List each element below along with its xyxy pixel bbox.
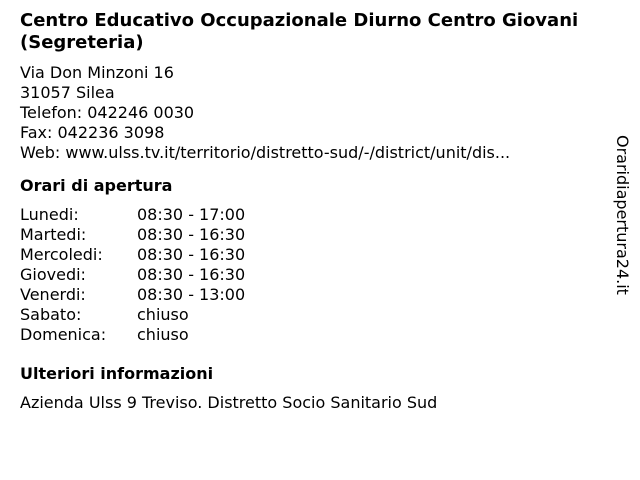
phone-line: Telefon: 042246 0030	[20, 103, 195, 122]
time-value: 08:30 - 17:00	[137, 205, 246, 224]
street-address: Via Don Minzoni 16	[20, 63, 174, 82]
day-label: Domenica:	[20, 325, 107, 344]
day-label: Venerdi:	[20, 285, 86, 304]
location-card	[20, 10, 600, 413]
hours-row-wednesday	[20, 245, 600, 265]
city-line: 31057 Silea	[20, 83, 115, 102]
day-label: Lunedi:	[20, 205, 79, 224]
hours-row-tuesday	[20, 225, 600, 245]
time-value: 08:30 - 16:30	[137, 225, 246, 244]
time-value: 08:30 - 16:30	[137, 265, 246, 284]
more-info-heading: Ulteriori informazioni	[20, 364, 214, 383]
fax-line: Fax: 042236 3098	[20, 123, 165, 142]
day-label: Giovedi:	[20, 265, 86, 284]
hours-row-saturday	[20, 305, 600, 325]
hours-row-monday	[20, 205, 600, 225]
brand-watermark: Oraridiapertura24.it	[613, 135, 632, 295]
time-value: 08:30 - 16:30	[137, 245, 246, 264]
day-label: Martedi:	[20, 225, 87, 244]
web-line: Web: www.ulss.tv.it/territorio/distretto-sud/-/district/unit/dis...	[20, 143, 511, 162]
address-block	[20, 63, 600, 163]
page-title: Centro Educativo Occupazionale Diurno Centro Giovani (Segreteria)	[20, 10, 579, 53]
time-value: chiuso	[137, 325, 189, 344]
time-value: chiuso	[137, 305, 189, 324]
more-info-text: Azienda Ulss 9 Treviso. Distretto Socio Sanitario Sud	[20, 393, 438, 412]
opening-hours-table	[20, 205, 600, 345]
day-label: Mercoledi:	[20, 245, 103, 264]
hours-row-friday	[20, 285, 600, 305]
opening-hours-heading: Orari di apertura	[20, 176, 173, 195]
time-value: 08:30 - 13:00	[137, 285, 246, 304]
day-label: Sabato:	[20, 305, 82, 324]
hours-row-sunday	[20, 325, 600, 345]
hours-row-thursday	[20, 265, 600, 285]
